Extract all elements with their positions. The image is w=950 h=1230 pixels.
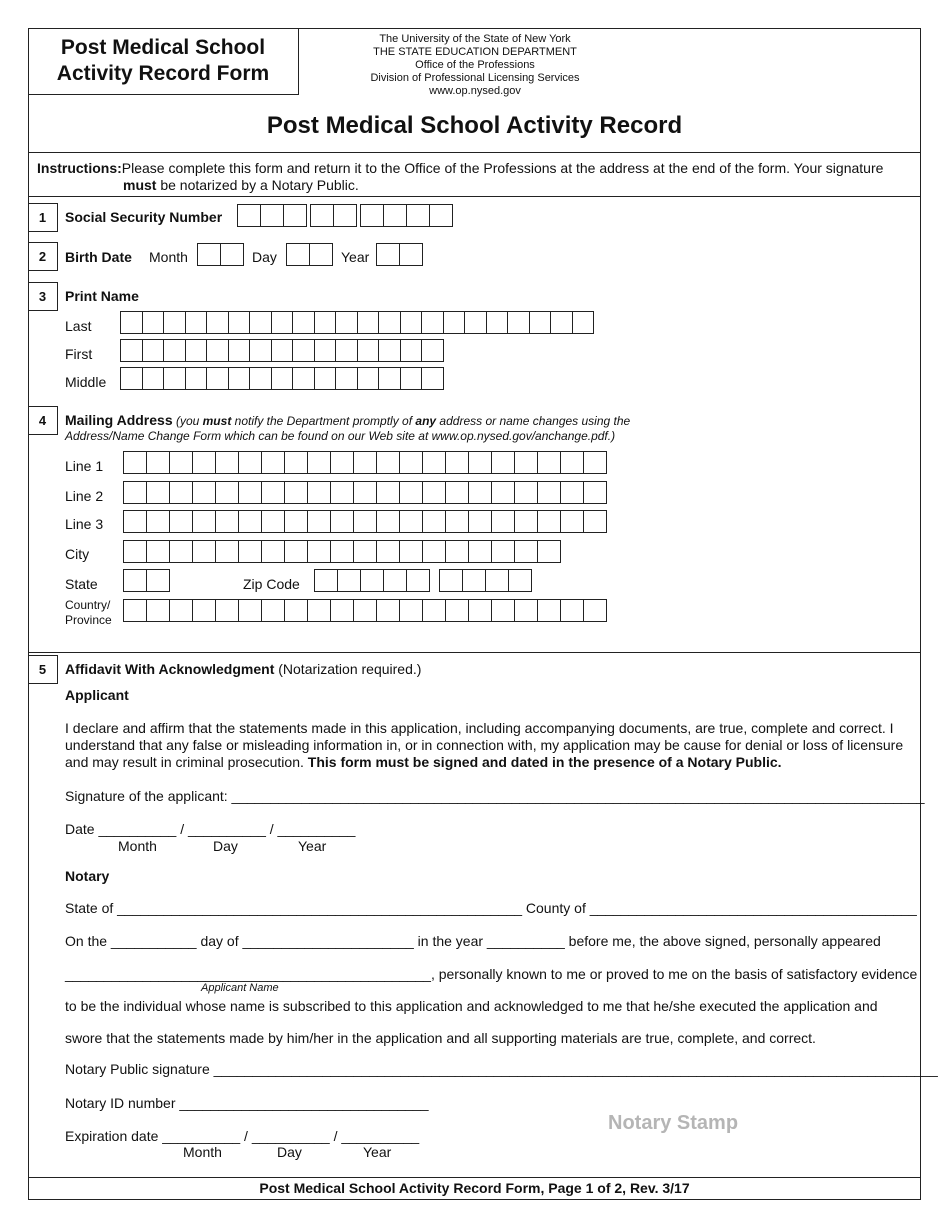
char-box[interactable] [491, 540, 515, 563]
form-title-box [28, 28, 299, 95]
char-box[interactable] [146, 599, 170, 622]
char-box[interactable] [330, 481, 354, 504]
char-box[interactable] [215, 540, 239, 563]
char-box[interactable] [261, 599, 285, 622]
char-box[interactable] [123, 510, 147, 533]
char-box[interactable] [507, 311, 530, 334]
country-label [65, 598, 112, 628]
country-label-line: Province [65, 613, 112, 627]
char-box[interactable] [468, 451, 492, 474]
char-box[interactable] [353, 451, 377, 474]
year-caption: Year [298, 838, 327, 854]
month-caption: Month [183, 1144, 222, 1160]
char-box[interactable] [169, 451, 193, 474]
char-box[interactable] [468, 599, 492, 622]
char-box[interactable] [169, 510, 193, 533]
char-box[interactable] [284, 510, 308, 533]
char-box[interactable] [206, 367, 229, 390]
char-box[interactable] [206, 339, 229, 362]
agency-line: Office of the Professions [415, 59, 535, 71]
char-box[interactable] [537, 451, 561, 474]
char-box[interactable] [468, 540, 492, 563]
char-box[interactable] [400, 311, 423, 334]
char-box[interactable] [378, 367, 401, 390]
note-text: (you [172, 414, 203, 428]
char-box[interactable] [284, 451, 308, 474]
char-box[interactable] [422, 451, 446, 474]
char-box[interactable] [146, 510, 170, 533]
state-label: State [65, 576, 98, 592]
char-box[interactable] [238, 481, 262, 504]
individual-text: to be the individual whose name is subscribed to this application and acknowledged to me that he/she executed the application and [65, 998, 878, 1014]
char-box[interactable] [146, 540, 170, 563]
char-box[interactable] [169, 540, 193, 563]
birth-year-input[interactable] [376, 243, 422, 266]
city-input[interactable] [123, 540, 560, 563]
page-title: Post Medical School Activity Record [266, 112, 683, 139]
city-label: City [65, 546, 90, 562]
char-box[interactable] [537, 599, 561, 622]
char-box[interactable] [261, 540, 285, 563]
char-box[interactable] [215, 510, 239, 533]
char-box[interactable] [537, 481, 561, 504]
char-box[interactable] [422, 540, 446, 563]
char-box[interactable] [142, 311, 165, 334]
char-box[interactable] [284, 540, 308, 563]
char-box[interactable] [486, 311, 509, 334]
section-number: 1 [28, 203, 58, 232]
char-box[interactable] [583, 510, 607, 533]
char-box[interactable] [335, 367, 358, 390]
char-box[interactable] [330, 599, 354, 622]
char-box[interactable] [120, 367, 143, 390]
mailing-address-heading [65, 413, 885, 444]
char-box[interactable] [146, 481, 170, 504]
char-box[interactable] [399, 540, 423, 563]
char-box[interactable] [314, 311, 337, 334]
char-box[interactable] [215, 599, 239, 622]
char-box[interactable] [192, 451, 216, 474]
char-box[interactable] [192, 481, 216, 504]
note-text-2: Address/Name Change Form which can be found on our Web site at www.op.nysed.gov/anchange.pdf.) [65, 429, 616, 443]
day-caption: Day [277, 1144, 302, 1160]
char-box[interactable] [185, 339, 208, 362]
zip-input[interactable] [314, 569, 531, 592]
note-text: address or name changes using the [436, 414, 631, 428]
agency-line: The University of the State of New York [379, 33, 571, 45]
char-box[interactable] [192, 599, 216, 622]
line2-label: Line 2 [65, 488, 104, 504]
char-box[interactable] [560, 481, 584, 504]
char-box[interactable] [169, 599, 193, 622]
char-box[interactable] [445, 481, 469, 504]
last-name-input[interactable] [120, 311, 593, 334]
char-box[interactable] [215, 451, 239, 474]
char-box[interactable] [464, 311, 487, 334]
agency-line: THE STATE EDUCATION DEPARTMENT [373, 46, 577, 58]
char-box[interactable] [146, 451, 170, 474]
char-box[interactable] [399, 481, 423, 504]
char-box[interactable] [261, 451, 285, 474]
char-box[interactable] [185, 311, 208, 334]
char-box[interactable] [307, 510, 331, 533]
country-label-line: Country/ [65, 598, 111, 612]
char-box[interactable] [357, 367, 380, 390]
char-box[interactable] [353, 540, 377, 563]
char-box[interactable] [163, 339, 186, 362]
char-box[interactable] [376, 599, 400, 622]
char-box[interactable] [228, 367, 251, 390]
applicant-name-field[interactable]: _______________________________________________, personally known to me or proved to me on the basis of satisfactory evidence [65, 966, 918, 982]
appearance-date-field[interactable]: On the ___________ day of ______________________ in the year __________ before me, the above signed, personally appeared [65, 933, 881, 949]
swore-text: swore that the statements made by him/her in the application and all supporting materials are true, complete, and correct. [65, 1030, 816, 1046]
note-any: any [415, 414, 437, 428]
char-box[interactable] [537, 540, 561, 563]
char-box[interactable] [238, 510, 262, 533]
affidavit-label: Affidavit With Acknowledgment [65, 661, 275, 677]
char-box[interactable] [123, 481, 147, 504]
char-box[interactable] [445, 510, 469, 533]
zip-label: Zip Code [243, 576, 300, 592]
char-box[interactable] [514, 540, 538, 563]
last-label: Last [65, 318, 92, 334]
char-box[interactable] [572, 311, 595, 334]
char-box[interactable] [271, 367, 294, 390]
declaration [65, 720, 915, 771]
char-box[interactable] [491, 510, 515, 533]
notary-signature-field[interactable]: Notary Public signature _____________________________________________________________________________________________ [65, 1061, 938, 1077]
char-box[interactable] [261, 481, 285, 504]
char-box[interactable] [422, 599, 446, 622]
char-box[interactable] [560, 451, 584, 474]
char-box[interactable] [376, 540, 400, 563]
char-box[interactable] [284, 599, 308, 622]
char-box[interactable] [215, 481, 239, 504]
instructions-text2: be notarized by a Notary Public. [156, 177, 359, 193]
first-label: First [65, 346, 93, 362]
char-box[interactable] [249, 367, 272, 390]
char-box[interactable] [206, 311, 229, 334]
char-box[interactable] [529, 311, 552, 334]
notary-id-field[interactable]: Notary ID number ________________________________ [65, 1095, 429, 1111]
char-box[interactable] [163, 367, 186, 390]
agency-url: www.op.nysed.gov [429, 85, 521, 97]
month-caption: Month [118, 838, 157, 854]
char-box[interactable] [261, 510, 285, 533]
char-box[interactable] [307, 451, 331, 474]
char-box[interactable] [353, 481, 377, 504]
applicant-date-field[interactable]: Date __________ / __________ / __________ [65, 821, 356, 837]
state-input[interactable] [123, 569, 169, 592]
char-box[interactable] [378, 311, 401, 334]
char-box[interactable] [445, 540, 469, 563]
footer: Post Medical School Activity Record Form, Page 1 of 2, Rev. 3/17 [259, 1180, 690, 1196]
section-number: 2 [28, 242, 58, 271]
char-box[interactable] [376, 510, 400, 533]
section-number: 3 [28, 282, 58, 311]
applicant-name-caption: Applicant Name [201, 982, 279, 994]
agency-line: Division of Professional Licensing Services [370, 72, 580, 84]
char-box[interactable] [560, 510, 584, 533]
char-box[interactable] [185, 367, 208, 390]
char-box[interactable] [120, 311, 143, 334]
line1-label: Line 1 [65, 458, 104, 474]
char-box[interactable] [292, 367, 315, 390]
notary-stamp-placeholder: Notary Stamp [608, 1112, 739, 1134]
char-box[interactable] [399, 599, 423, 622]
char-box[interactable] [491, 451, 515, 474]
section-number: 4 [28, 406, 58, 435]
char-box[interactable] [514, 451, 538, 474]
char-box[interactable] [357, 311, 380, 334]
applicant-signature-field[interactable]: Signature of the applicant: _________________________________________________________________________________________ [65, 788, 925, 804]
month-label: Month [149, 249, 188, 265]
first-name-input[interactable] [120, 339, 443, 362]
day-caption: Day [213, 838, 238, 854]
birth-day-input[interactable] [286, 243, 332, 266]
address-line3-input[interactable] [123, 510, 606, 533]
char-box[interactable] [400, 339, 423, 362]
char-box[interactable] [583, 451, 607, 474]
char-box[interactable] [307, 599, 331, 622]
char-box[interactable] [550, 311, 573, 334]
address-line2-input[interactable] [123, 481, 606, 504]
char-box[interactable] [353, 599, 377, 622]
char-box[interactable] [249, 339, 272, 362]
char-box[interactable] [271, 311, 294, 334]
declaration-text: I declare and affirm that the statements made in this application, including accompanying documents, are true, complete and correct. I understand that any false or misleading information in, or in connection with, my application may be cause for denial or loss of licensure and may result in criminal prosecution. [65, 720, 904, 770]
char-box[interactable] [271, 339, 294, 362]
char-box[interactable] [421, 311, 444, 334]
char-box[interactable] [443, 311, 466, 334]
char-box[interactable] [192, 540, 216, 563]
birth-month-input[interactable] [197, 243, 243, 266]
char-box[interactable] [314, 367, 337, 390]
char-box[interactable] [238, 540, 262, 563]
divider [28, 196, 921, 197]
char-box[interactable] [491, 481, 515, 504]
char-box[interactable] [249, 311, 272, 334]
divider [28, 652, 921, 653]
char-box[interactable] [330, 451, 354, 474]
expiration-date-field[interactable]: Expiration date __________ / __________ / __________ [65, 1128, 420, 1144]
char-box[interactable] [228, 339, 251, 362]
char-box[interactable] [400, 367, 423, 390]
ssn-label: Social Security Number [65, 209, 223, 225]
char-box[interactable] [422, 510, 446, 533]
char-box[interactable] [445, 451, 469, 474]
char-box[interactable] [378, 339, 401, 362]
char-box[interactable] [330, 510, 354, 533]
char-box[interactable] [491, 599, 515, 622]
print-name-label: Print Name [65, 288, 139, 304]
char-box[interactable] [445, 599, 469, 622]
mailing-address-label: Mailing Address [65, 412, 173, 428]
char-box[interactable] [238, 599, 262, 622]
char-box[interactable] [238, 451, 262, 474]
state-county-field[interactable]: State of ____________________________________________________ County of __________________________________________ [65, 900, 917, 916]
divider [28, 152, 921, 153]
char-box[interactable] [422, 481, 446, 504]
char-box[interactable] [169, 481, 193, 504]
char-box[interactable] [421, 367, 444, 390]
char-box[interactable] [120, 339, 143, 362]
char-box[interactable] [307, 540, 331, 563]
instructions-must: must [123, 177, 157, 193]
year-label: Year [341, 249, 370, 265]
affidavit-note: (Notarization required.) [274, 661, 422, 677]
form-title-line1: Post Medical School [60, 36, 266, 59]
notary-heading: Notary [65, 868, 110, 884]
char-box[interactable] [560, 599, 584, 622]
day-label: Day [252, 249, 277, 265]
char-box[interactable] [353, 510, 377, 533]
char-box[interactable] [123, 451, 147, 474]
char-box[interactable] [330, 540, 354, 563]
char-box[interactable] [307, 481, 331, 504]
form-title-line2: Activity Record Form [56, 62, 270, 85]
note-must: must [202, 414, 232, 428]
char-box[interactable] [399, 510, 423, 533]
char-box[interactable] [292, 311, 315, 334]
instructions-text: Please complete this form and return it to the Office of the Professions at the address at the end of the form. Your signature [121, 160, 884, 176]
middle-name-input[interactable] [120, 367, 443, 390]
section-number: 5 [28, 655, 58, 684]
char-box[interactable] [142, 367, 165, 390]
line3-label: Line 3 [65, 516, 104, 532]
char-box[interactable] [376, 481, 400, 504]
address-line1-input[interactable] [123, 451, 606, 474]
middle-label: Middle [65, 374, 107, 390]
char-box[interactable] [192, 510, 216, 533]
declaration-bold: This form must be signed and dated in the presence of a Notary Public. [307, 754, 782, 770]
char-box[interactable] [399, 451, 423, 474]
char-box[interactable] [514, 481, 538, 504]
char-box[interactable] [468, 481, 492, 504]
affidavit-heading [65, 661, 421, 677]
char-box[interactable] [123, 599, 147, 622]
char-box[interactable] [468, 510, 492, 533]
country-input[interactable] [123, 599, 606, 622]
char-box[interactable] [537, 510, 561, 533]
char-box[interactable] [376, 451, 400, 474]
char-box[interactable] [228, 311, 251, 334]
agency-block [300, 33, 650, 98]
char-box[interactable] [335, 311, 358, 334]
char-box[interactable] [123, 540, 147, 563]
applicant-heading: Applicant [65, 687, 129, 703]
instructions-label: Instructions: [37, 160, 122, 176]
char-box[interactable] [314, 339, 337, 362]
instructions [37, 160, 907, 194]
char-box[interactable] [163, 311, 186, 334]
char-box[interactable] [583, 599, 607, 622]
year-caption: Year [363, 1144, 392, 1160]
char-box[interactable] [284, 481, 308, 504]
char-box[interactable] [142, 339, 165, 362]
ssn-input[interactable] [237, 204, 452, 227]
note-text: notify the Department promptly of [231, 414, 416, 428]
char-box[interactable] [421, 339, 444, 362]
char-box[interactable] [514, 510, 538, 533]
char-box[interactable] [357, 339, 380, 362]
char-box[interactable] [583, 481, 607, 504]
char-box[interactable] [292, 339, 315, 362]
char-box[interactable] [514, 599, 538, 622]
char-box[interactable] [335, 339, 358, 362]
birth-date-label: Birth Date [65, 249, 132, 265]
